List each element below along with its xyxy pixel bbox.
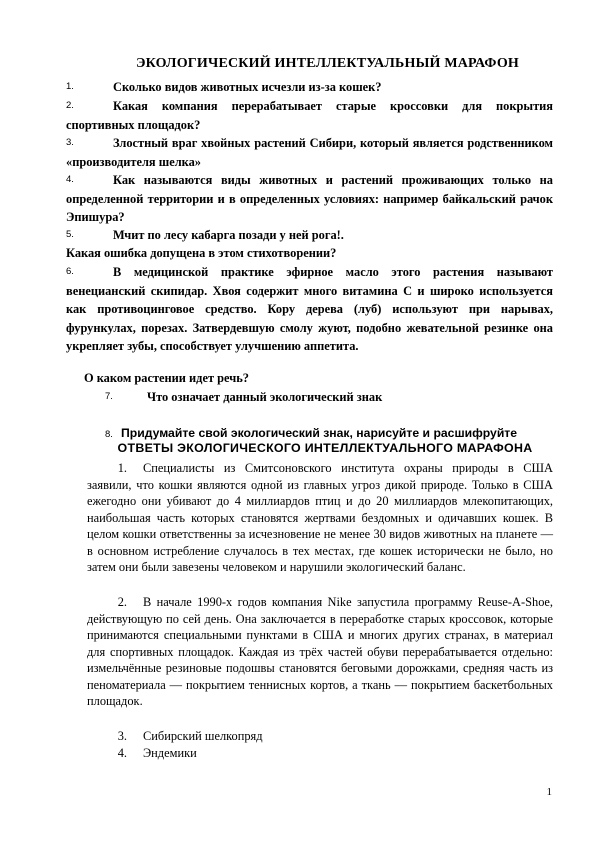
question-7: Что означает данный экологический знак <box>147 390 383 404</box>
question-number-7: 7. <box>105 391 113 402</box>
question-6-text: В медицинской практике эфирное масло этого растения называют венецианский скипидар. Хвоя содержит много витамина С и широко используется как противоцинговое средство. Кору дерева (луб) используют при нарывах, фурункулах, порезах. Затвердевшую смолу жуют, подобно жевательной резинке она укрепляет зубы, способствует улучшению аппетита. <box>66 265 553 353</box>
answer-number-3: 3. <box>117 729 127 743</box>
answer-2 <box>87 594 553 710</box>
question-6 <box>66 263 553 356</box>
question-5 <box>66 226 553 245</box>
question-1-text: Сколько видов животных исчезли из-за кошек? <box>113 80 382 94</box>
question-8: Придумайте свой экологический знак, нарисуйте и расшифруйте <box>121 426 518 440</box>
question-number-5: 5. <box>66 229 74 240</box>
question-number-3: 3. <box>66 137 74 148</box>
answer-2-text: В начале 1990-х годов компания Nike запустила программу Reuse-A-Shoe, действующую по сей день. Она заключается в переработке старых кроссовок, которые принимаются специальными пунктами в США и многих других странах, в материал для спортивных площадок. Каждая из трёх частей обуви перерабатывается отдельно: измельчённые резиновые подошвы становятся беговыми дорожками, средняя часть из пеноматериала — покрытием теннисных кортов, а ткань — покрытием баскетбольных площадок. <box>87 595 553 708</box>
answer-4-text: Эндемики <box>143 746 197 760</box>
question-number-2: 2. <box>66 100 74 111</box>
question-6-followup: О каком растении идет речь? <box>84 371 249 385</box>
question-number-4: 4. <box>66 174 74 185</box>
answer-3-text: Сибирский шелкопряд <box>143 729 263 743</box>
answer-1 <box>87 460 553 576</box>
question-number-8: 8. <box>105 429 113 440</box>
page-number: 1 <box>546 786 552 798</box>
question-2-text: Какая компания перерабатывает старые кроссовки для покрытия спортивных площадок? <box>66 99 553 132</box>
question-5-text: Мчит по лесу кабарга позади у ней рога!. <box>113 228 344 242</box>
answer-number-2: 2. <box>117 595 127 609</box>
answer-number-4: 4. <box>117 746 127 760</box>
question-number-1: 1. <box>66 81 74 92</box>
answer-3 <box>87 728 553 745</box>
page-title: ЭКОЛОГИЧЕСКИЙ ИНТЕЛЛЕКТУАЛЬНЫЙ МАРАФОН <box>135 56 520 71</box>
question-4 <box>66 171 553 227</box>
answer-4 <box>87 745 553 762</box>
answer-number-1: 1. <box>117 461 127 475</box>
question-4-text: Как называются виды животных и растений проживающих только на определенной территории и в определенных условиях: например байкальский рачок Эпишура? <box>66 173 553 224</box>
question-3-text: Злостный враг хвойных растений Сибири, который является родственником «производителя шелка» <box>66 136 553 169</box>
question-1 <box>66 78 553 97</box>
question-5-followup: Какая ошибка допущена в этом стихотворении? <box>66 246 337 260</box>
question-3 <box>66 134 553 171</box>
question-2 <box>66 97 553 134</box>
answer-1-text: Специалисты из Смитсоновского института охраны природы в США заявили, что кошки являются одной из главных угроз дикой природе. Только в США ежегодно они убивают до 4 миллиардов птиц и до 20 миллиардов млекопитающих, наибольшая часть которых становятся жертвами бездомных и одичавших кошек. В целом кошки ответственны за исчезновение не менее 30 видов животных на планете — в основном истребление случалось в тех местах, где кошек исторически не было, но затем они были завезены человеком и нарушили экологический баланс. <box>87 461 553 574</box>
answers-title: ОТВЕТЫ ЭКОЛОГИЧЕСКОГО ИНТЕЛЛЕКТУАЛЬНОГО МАРАФОНА <box>117 441 533 455</box>
question-number-6: 6. <box>66 266 74 277</box>
